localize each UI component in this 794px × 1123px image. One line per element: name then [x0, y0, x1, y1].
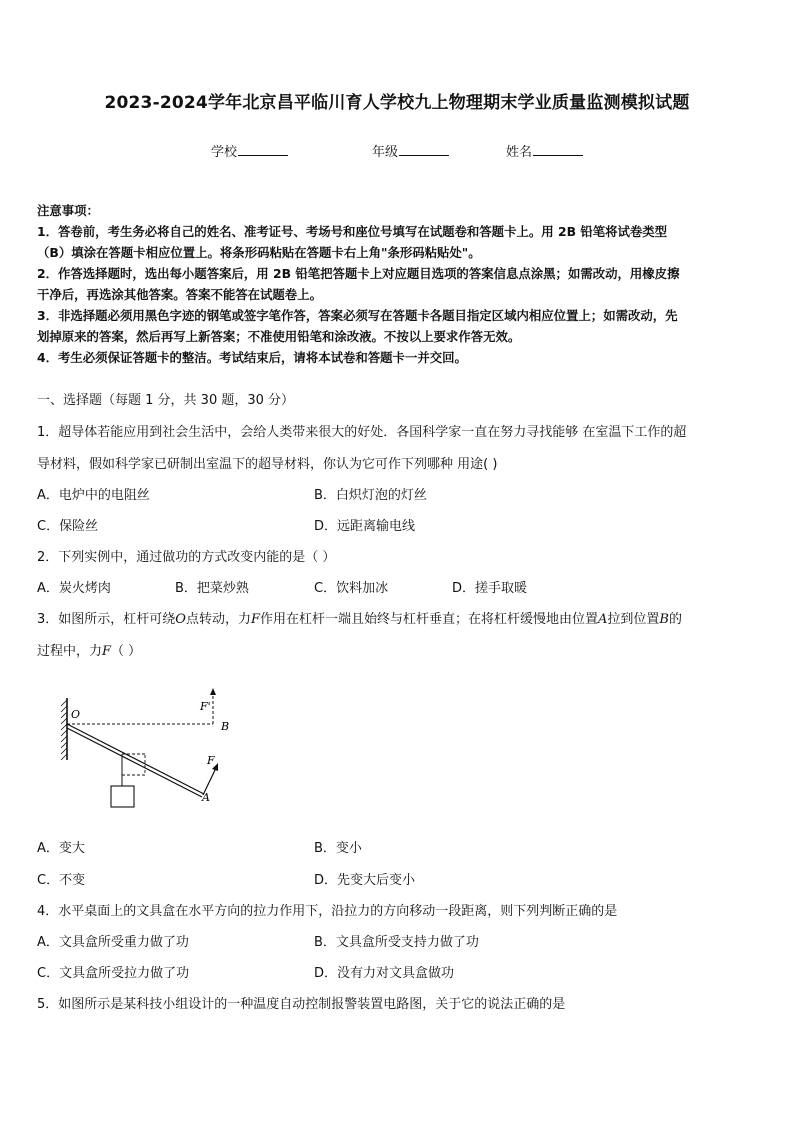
note-3-line-2: 划掉原来的答案，然后再写上新答案；不准使用铅笔和涂改液。不按以上要求作答无效。	[37, 329, 521, 344]
weight-block	[111, 786, 134, 807]
q3-option-b[interactable]: B．变小	[314, 841, 362, 856]
note-3-line-1: 3．非选择题必须用黑色字迹的钢笔或签字笔作答，答案必须写在答题卡各题目指定区域内相应位置上；如需改动，先	[37, 308, 678, 323]
q2-option-b[interactable]: B．把菜炒熟	[175, 581, 249, 596]
q3-text-1d: 拉到位置	[607, 612, 660, 627]
q1-stem-line-1: 1．超导体若能应用到社会生活中，会给人类带来很大的好处．各国科学家一直在努力寻找能够 在室温下工作的超	[37, 425, 687, 440]
q1-option-a[interactable]: A．电炉中的电阻丝	[37, 488, 150, 503]
note-1-line-2: （B）填涂在答题卡相应位置上。将条形码粘贴在答题卡右上角"条形码粘贴处"。	[37, 245, 481, 260]
section-heading: 一、选择题（每题 1 分，共 30 题，30 分）	[37, 393, 295, 408]
q3-point-o: O	[175, 612, 186, 627]
school-field	[211, 141, 288, 160]
label-f-prime: F'	[200, 700, 211, 713]
force-f-prime-arrowhead	[210, 688, 216, 695]
grade-field	[372, 141, 449, 160]
label-a: A	[202, 791, 210, 804]
q3-text-1e: 的	[668, 612, 682, 627]
grade-label: 年级	[372, 145, 399, 160]
q1-stem-line-2: 导材料，假如科学家已研制出室温下的超导材料，你认为它可作下列哪种 用途( )	[37, 457, 498, 472]
label-b: B	[221, 720, 230, 733]
q3-position-b: B	[659, 612, 669, 627]
note-4: 4．考生必须保证答题卡的整洁。考试结束后，请将本试卷和答题卡一并交回。	[37, 350, 467, 365]
q1-option-b[interactable]: B．白炽灯泡的灯丝	[314, 488, 427, 503]
q4-option-c[interactable]: C．文具盒所受拉力做了功	[37, 966, 190, 981]
lever-position-a-top	[67, 724, 204, 794]
q4-option-a[interactable]: A．文具盒所受重力做了功	[37, 935, 189, 950]
q3-stem-line-1	[37, 608, 682, 627]
q3-text-2b: （ ）	[111, 644, 142, 659]
perpendicular-marker	[122, 754, 145, 775]
q5-stem: 5．如图所示是某科技小组设计的一种温度自动控制报警装置电路图，关于它的说法正确的是	[37, 997, 566, 1012]
label-o: O	[71, 708, 81, 721]
label-f: F	[207, 754, 215, 767]
q3-position-a: A	[598, 612, 608, 627]
school-label: 学校	[211, 145, 238, 160]
note-2-line-2: 干净后，再选涂其他答案。答案不能答在试题卷上。	[37, 287, 322, 302]
name-label: 姓名	[506, 145, 533, 160]
q3-option-c[interactable]: C．不变	[37, 873, 86, 888]
q3-text-1b: 点转动，力	[185, 612, 251, 627]
note-1-line-1: 1．答卷前，考生务必将自己的姓名、准考证号、考场号和座位号填写在试题卷和答题卡上。用 2B 铅笔将试卷类型	[37, 224, 668, 239]
page-title: 2023-2024学年北京昌平临川育人学校九上物理期末学业质量监测模拟试题	[104, 93, 690, 113]
q3-text-1a: 3．如图所示，杠杆可绕	[37, 612, 176, 627]
q2-option-c[interactable]: C．饮料加冰	[314, 581, 389, 596]
q3-force-f: F	[250, 612, 260, 627]
q2-option-a[interactable]: A．炭火烤肉	[37, 581, 111, 596]
q3-option-a[interactable]: A．变大	[37, 841, 85, 856]
q3-stem-line-2	[37, 640, 141, 659]
q3-text-1c: 作用在杠杆一端且始终与杠杆垂直；在将杠杆缓慢地由位置	[260, 612, 599, 627]
q3-option-d[interactable]: D．先变大后变小	[314, 873, 416, 888]
notes-header: 注意事项：	[37, 203, 99, 218]
school-blank[interactable]	[238, 143, 288, 156]
wall-hatching	[61, 700, 67, 760]
q4-option-d[interactable]: D．没有力对文具盒做功	[314, 966, 455, 981]
q1-option-c[interactable]: C．保险丝	[37, 519, 99, 534]
q3-text-2a: 过程中，力	[37, 644, 103, 659]
name-field	[506, 141, 583, 160]
q2-stem: 2．下列实例中，通过做功的方式改变内能的是（ ）	[37, 550, 336, 565]
grade-blank[interactable]	[399, 143, 449, 156]
note-2-line-1: 2．作答选择题时，选出每小题答案后，用 2B 铅笔把答题卡上对应题目选项的答案信息点涂黑；如需改动，用橡皮擦	[37, 266, 680, 281]
q4-option-b[interactable]: B．文具盒所受支持力做了功	[314, 935, 479, 950]
q4-stem: 4．水平桌面上的文具盒在水平方向的拉力作用下，沿拉力的方向移动一段距离，则下列判断正确的是	[37, 904, 618, 919]
lever-diagram	[50, 680, 250, 812]
q1-option-d[interactable]: D．远距离输电线	[314, 519, 416, 534]
q2-option-d[interactable]: D．搓手取暖	[452, 581, 528, 596]
q3-force-f-2: F	[102, 644, 112, 659]
name-blank[interactable]	[533, 143, 583, 156]
